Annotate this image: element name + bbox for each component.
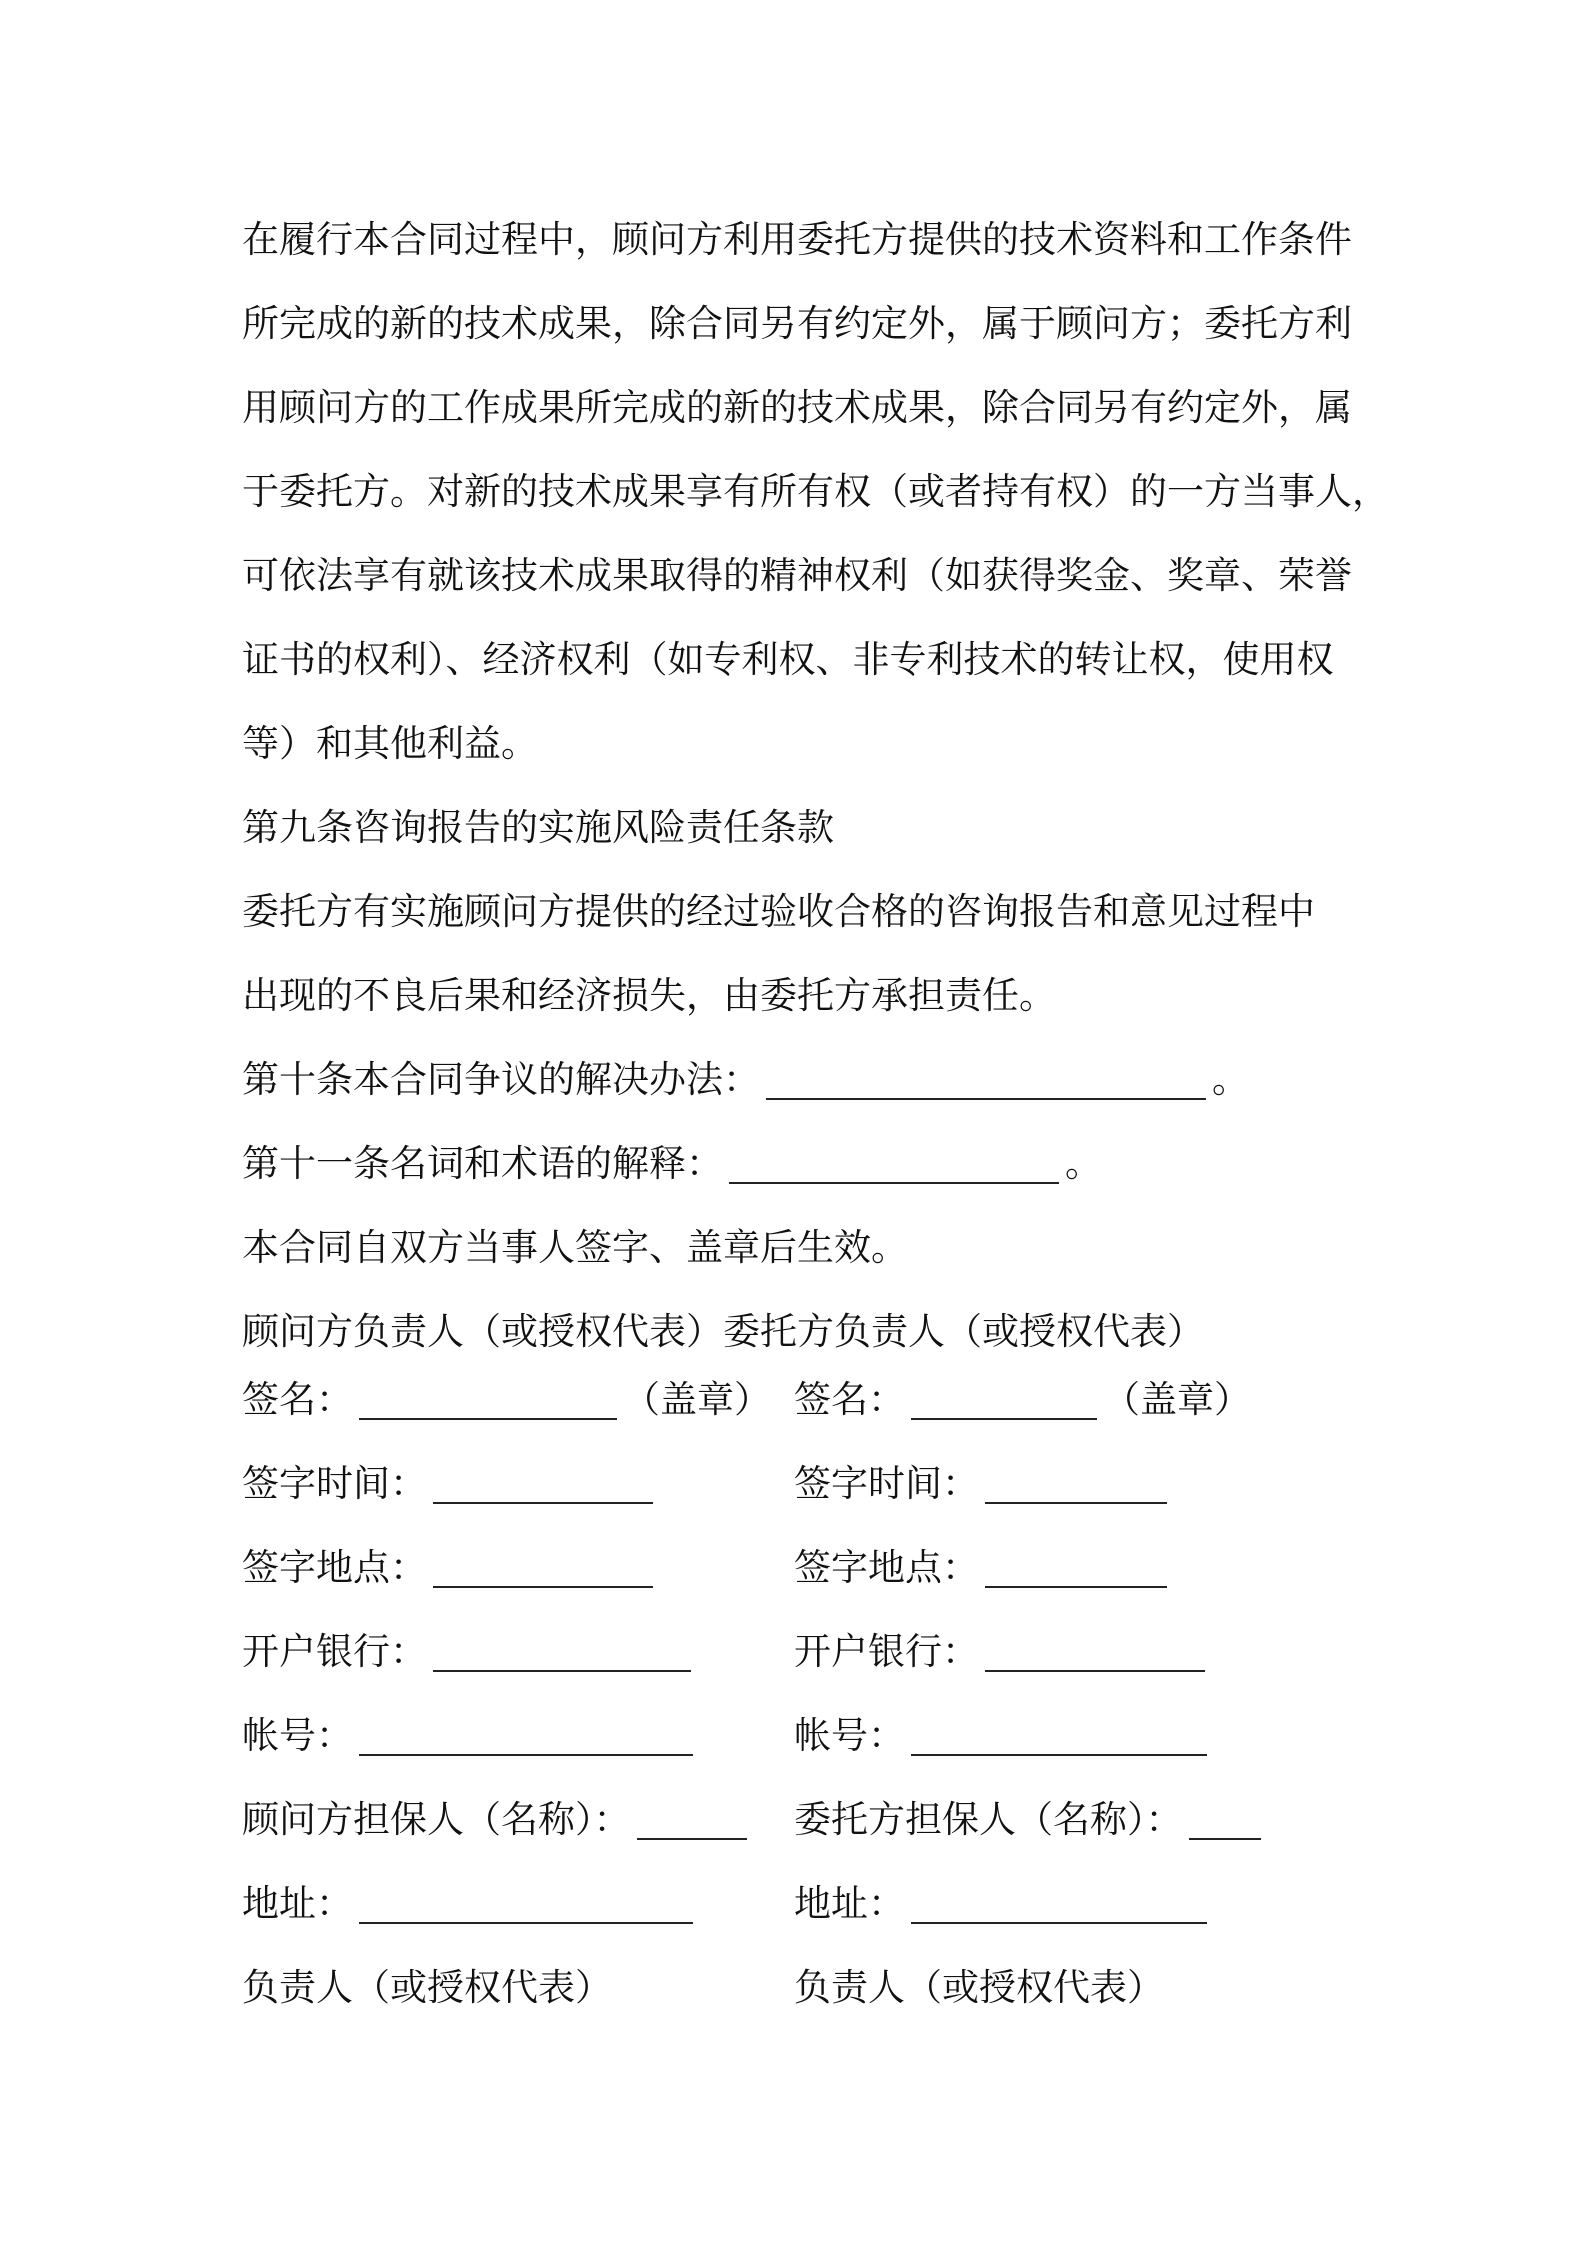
left-seal: （盖章） [623,1378,771,1421]
left-account-label: 帐号： [242,1714,353,1757]
left-guarantor-label: 顾问方担保人（名称）： [242,1798,631,1841]
terms-definition-blank[interactable] [729,1142,1059,1184]
left-sign [242,1358,771,1442]
clause-9-heading: 第九条咨询报告的实施风险责任条款 [242,806,834,849]
sign-row [242,1358,1362,1442]
left-account [242,1694,699,1778]
right-seal: （盖章） [1103,1378,1251,1421]
time-row [242,1442,1362,1526]
signature-block [242,1358,1362,2030]
paragraph-line: 等）和其他利益。 [242,722,538,765]
paragraph-line: 证书的权利）、经济权利（如专利权、非专利技术的转让权，使用权 [242,638,1334,681]
representative-row [242,1946,1362,2030]
bank-row [242,1610,1362,1694]
left-time-blank[interactable] [433,1462,653,1504]
left-place-label: 签字地点： [242,1546,427,1589]
right-sign-blank[interactable] [911,1378,1097,1420]
right-bank-blank[interactable] [985,1630,1205,1672]
clause-11 [242,1122,1362,1206]
right-account [794,1694,1213,1778]
right-guarantor [794,1778,1267,1862]
right-representative: 负责人（或授权代表） [794,1966,1164,2009]
guarantor-row [242,1778,1362,1862]
place-row [242,1526,1362,1610]
right-address [794,1862,1213,1946]
left-address [242,1862,699,1946]
right-bank-label: 开户银行： [794,1630,979,1673]
account-row [242,1694,1362,1778]
paragraph-line: 可依法享有就该技术成果取得的精神权利（如获得奖金、奖章、荣誉 [242,554,1352,597]
right-time-label: 签字时间： [794,1462,979,1505]
left-guarantor [242,1778,753,1862]
right-sign [794,1358,1251,1442]
paragraph-line: 所完成的新的技术成果，除合同另有约定外，属于顾问方；委托方利 [242,302,1352,345]
dispute-resolution-blank[interactable] [766,1058,1206,1100]
left-place [242,1526,659,1610]
right-account-blank[interactable] [911,1714,1207,1756]
clause-10-label: 第十条本合同争议的解决办法： [242,1058,760,1101]
right-guarantor-blank[interactable] [1189,1798,1261,1840]
clause-11-label: 第十一条名词和术语的解释： [242,1142,723,1185]
right-time [794,1442,1173,1526]
right-address-label: 地址： [794,1882,905,1925]
left-sign-label: 签名： [242,1378,353,1421]
left-sign-blank[interactable] [359,1378,617,1420]
right-place-label: 签字地点： [794,1546,979,1589]
right-time-blank[interactable] [985,1462,1167,1504]
right-place-blank[interactable] [985,1546,1167,1588]
paragraph-line: 于委托方。对新的技术成果享有所有权（或者持有权）的一方当事人， [242,470,1389,513]
paragraph-line: 委托方有实施顾问方提供的经过验收合格的咨询报告和意见过程中 [242,890,1315,933]
contract-body [242,198,1389,1374]
left-bank [242,1610,697,1694]
left-time [242,1442,659,1526]
left-place-blank[interactable] [433,1546,653,1588]
clause-10 [242,1038,1362,1122]
left-address-label: 地址： [242,1882,353,1925]
left-representative: 负责人（或授权代表） [242,1966,612,2009]
left-bank-label: 开户银行： [242,1630,427,1673]
right-account-label: 帐号： [794,1714,905,1757]
left-account-blank[interactable] [359,1714,693,1756]
left-bank-blank[interactable] [433,1630,691,1672]
right-bank [794,1610,1211,1694]
paragraph-line: 在履行本合同过程中，顾问方利用委托方提供的技术资料和工作条件 [242,218,1352,261]
left-address-blank[interactable] [359,1882,693,1924]
right-guarantor-label: 委托方担保人（名称）： [794,1798,1183,1841]
right-sign-label: 签名： [794,1378,905,1421]
left-time-label: 签字时间： [242,1462,427,1505]
right-place [794,1526,1173,1610]
parties-header: 顾问方负责人（或授权代表）委托方负责人（或授权代表） [242,1310,1204,1353]
effective-clause: 本合同自双方当事人签字、盖章后生效。 [242,1226,908,1269]
left-guarantor-blank[interactable] [637,1798,747,1840]
paragraph-line: 出现的不良后果和经济损失，由委托方承担责任。 [242,974,1056,1017]
clause-11-end: 。 [1065,1142,1102,1185]
right-address-blank[interactable] [911,1882,1207,1924]
clause-10-end: 。 [1212,1058,1249,1101]
paragraph-line: 用顾问方的工作成果所完成的新的技术成果，除合同另有约定外，属 [242,386,1352,429]
address-row [242,1862,1362,1946]
